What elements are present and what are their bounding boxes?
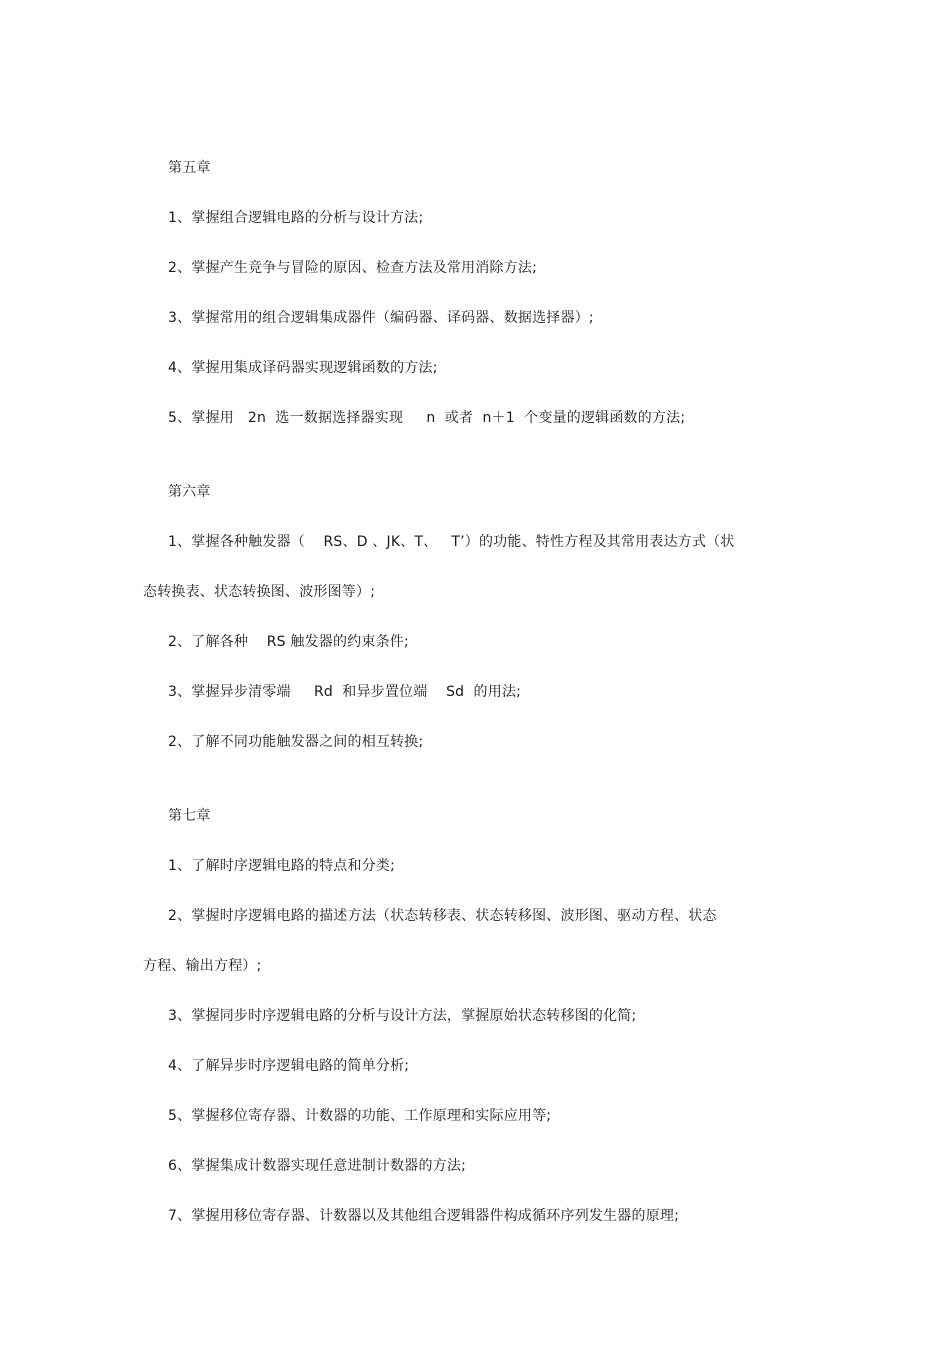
chapter-5-item-2: 2、掌握产生竞争与冒险的原因、检查方法及常用消除方法; <box>168 260 538 276</box>
chapter-5-item-4: 4、掌握用集成译码器实现逻辑函数的方法; <box>168 360 438 376</box>
chapter-6-item-3: 3、掌握异步清零端 Rd 和异步置位端 Sd 的用法; <box>168 684 522 700</box>
chapter-5-title: 第五章 <box>168 160 211 176</box>
chapter-7-item-2: 2、掌握时序逻辑电路的描述方法（状态转移表、状态转移图、波形图、驱动方程、状态 <box>168 908 717 924</box>
chapter-7-item-2-continued: 方程、输出方程）; <box>143 958 262 974</box>
chapter-6-item-1-continued: 态转换表、状态转换图、波形图等）; <box>143 584 376 600</box>
chapter-5-item-3: 3、掌握常用的组合逻辑集成器件（编码器、译码器、数据选择器）; <box>168 310 594 326</box>
chapter-7-item-3: 3、掌握同步时序逻辑电路的分析与设计方法，掌握原始状态转移图的化简; <box>168 1008 637 1024</box>
chapter-7-title: 第七章 <box>168 808 211 824</box>
chapter-7-item-7: 7、掌握用移位寄存器、计数器以及其他组合逻辑器件构成循环序列发生器的原理; <box>168 1208 680 1224</box>
chapter-7-item-5: 5、掌握移位寄存器、计数器的功能、工作原理和实际应用等; <box>168 1108 552 1124</box>
chapter-7-item-4: 4、了解异步时序逻辑电路的简单分析; <box>168 1058 410 1074</box>
chapter-6-title: 第六章 <box>168 484 211 500</box>
chapter-6-item-2: 2、了解各种 RS 触发器的约束条件; <box>168 634 409 650</box>
chapter-6-item-1: 1、掌握各种触发器（ RS、D 、JK、T、 T’）的功能、特性方程及其常用表达方式（状 <box>168 534 735 550</box>
chapter-6-item-4: 2、了解不同功能触发器之间的相互转换; <box>168 734 424 750</box>
chapter-5-item-1: 1、掌握组合逻辑电路的分析与设计方法; <box>168 210 424 226</box>
chapter-7-item-1: 1、了解时序逻辑电路的特点和分类; <box>168 858 396 874</box>
chapter-5-item-5: 5、掌握用 2n 选一数据选择器实现 n 或者 n＋1 个变量的逻辑函数的方法; <box>168 410 686 426</box>
chapter-7-item-6: 6、掌握集成计数器实现任意进制计数器的方法; <box>168 1158 467 1174</box>
